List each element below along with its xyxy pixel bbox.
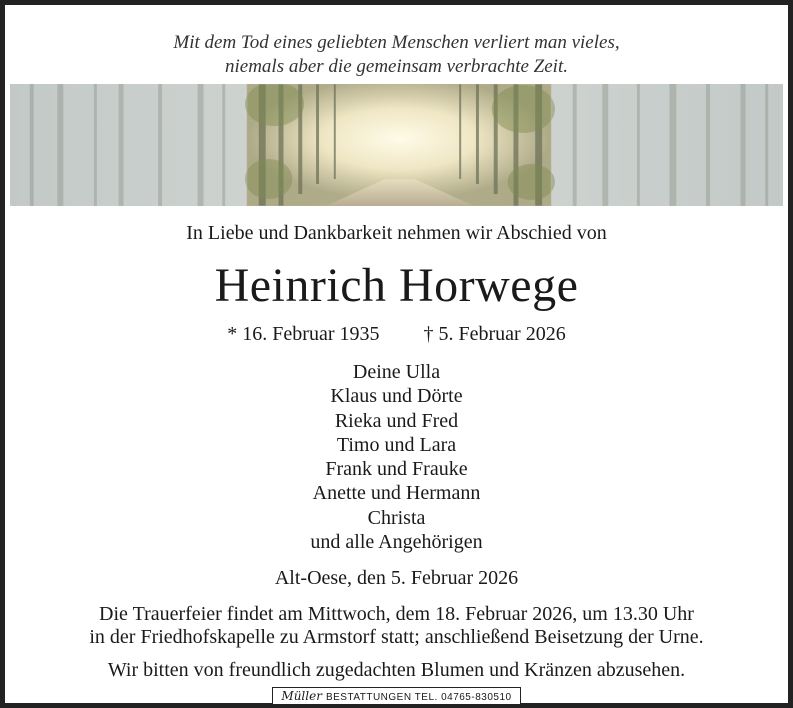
quote-line-2: niemals aber die gemeinsam verbrachte Zeit.	[225, 56, 568, 77]
intro-text: In Liebe und Dankbarkeit nehmen wir Abschied von	[186, 222, 607, 244]
forest-path-image	[10, 84, 783, 206]
forest-path-illustration	[10, 84, 783, 206]
undertaker-box	[272, 687, 520, 704]
memorial-quote	[5, 31, 788, 79]
funeral-info-line-2: in der Friedhofskapelle zu Armstorf statt; anschließend Beisetzung der Urne.	[89, 626, 704, 648]
family-member: Rieka und Fred	[334, 409, 459, 432]
funeral-info-line-1: Die Trauerfeier findet am Mittwoch, dem 18. Februar 2026, um 13.30 Uhr	[99, 603, 694, 625]
family-member: und alle Angehörigen	[310, 531, 483, 554]
undertaker-footer	[5, 687, 788, 703]
funeral-info	[5, 603, 788, 649]
family-member: Frank und Frauke	[325, 458, 468, 481]
family-member: Klaus und Dörte	[330, 385, 463, 408]
family-member: Anette und Hermann	[312, 482, 481, 505]
undertaker-contact: BESTATTUNGEN TEL. 04765-830510	[325, 692, 512, 703]
family-member: Timo und Lara	[336, 433, 457, 456]
life-dates	[5, 323, 788, 346]
place-and-date: Alt-Oese, den 5. Februar 2026	[274, 567, 519, 589]
family-member: Deine Ulla	[352, 361, 441, 383]
flower-request: Wir bitten von freundlich zugedachten Blumen und Kränzen abzusehen.	[107, 659, 686, 681]
quote-line-1: Mit dem Tod eines geliebten Menschen verliert man vieles,	[173, 32, 620, 53]
deceased-name: Heinrich Horwege	[214, 259, 579, 312]
undertaker-signature: Müller	[281, 689, 322, 703]
family-member: Christa	[367, 506, 426, 529]
death-date: † 5. Februar 2026	[423, 323, 566, 345]
family-list	[5, 360, 788, 554]
birth-date: * 16. Februar 1935	[227, 323, 380, 345]
